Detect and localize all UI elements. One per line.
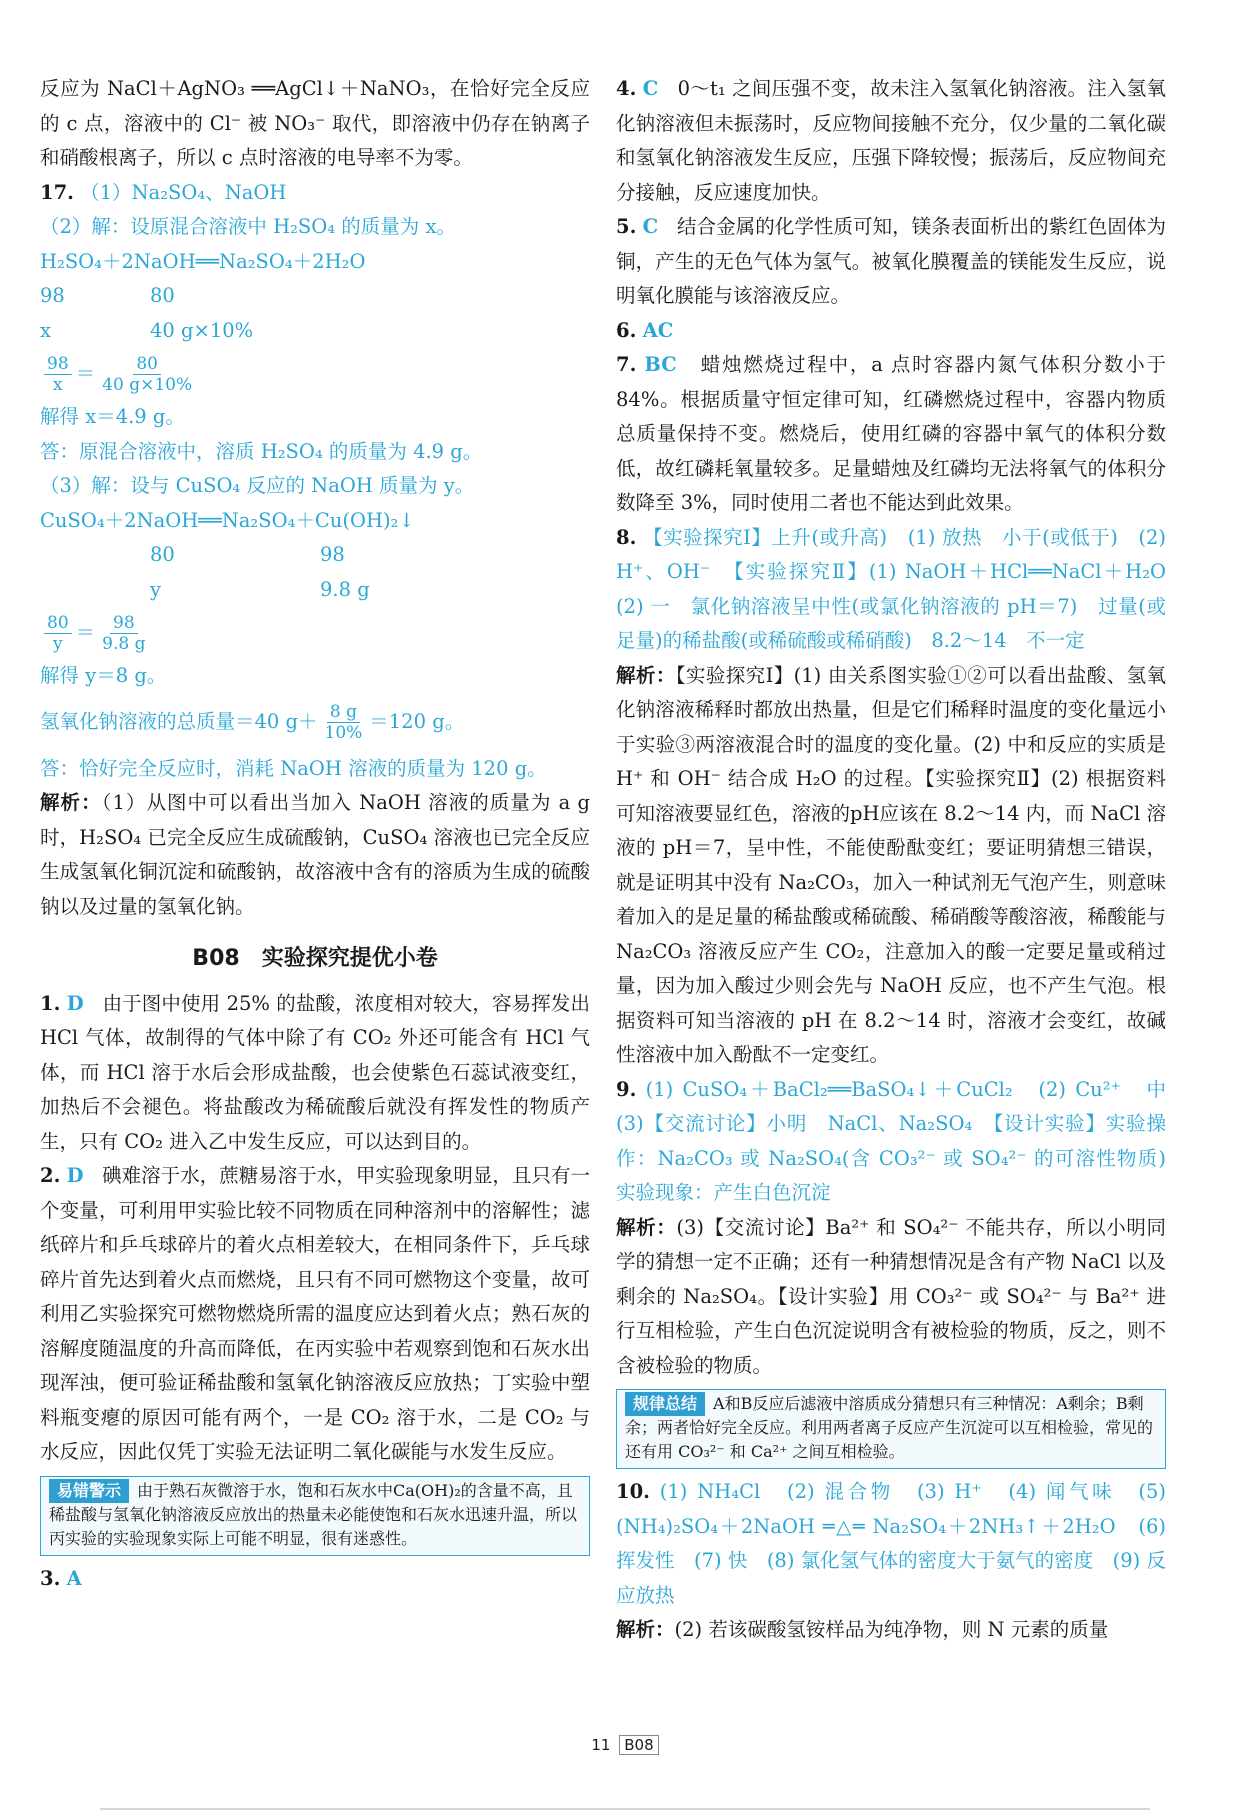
q9-item: 9. (1) CuSO₄＋BaCl₂══BaSO₄↓＋CuCl₂ (2) Cu²⁺ 中 (3)【交流讨论】小明 NaCl、Na₂SO₄ 【设计实验】实验操作：Na₂CO₃ 或 Na₂SO₄(含 CO₃²⁻ 或 SO₄²⁻ 的可溶性物质) 实验现象：产生白色沉淀 [616, 1077, 1186, 1204]
q2-item: 2. D 碘难溶于水，蔗糖易溶于水，甲实验现象明显，且只有一个变量，可利用甲实验比较不同物质在同种溶剂中的溶解性；滤纸碎片和乒乓球碎片的着火点相差较大，在相同条件下，乒乓球碎片首先达到着火点而燃烧，且只有不同可燃物这个变量，故可利用乙实验探究可燃物燃烧所需的温度应达到着火点；熟石灰的溶解度随温度的升高而降低，在丙实验中若观察到饱和石灰水出现浑浊，便可验证稀盐酸和氢氧化钠溶液反应放热；丁实验中塑料瓶变瘪的原因可能有两个，一是 CO₂ 溶于水，二是 CO₂ 与水反应，因此仅凭丁实验无法证明二氧化碳能与水发生反应。 [40, 1164, 590, 1463]
page-code: B08 [619, 1735, 658, 1755]
q10-item: 10. (1) NH₄Cl (2) 混合物 (3) H⁺ (4) 闻气味 (5) (NH₄)₂SO₄＋2NaOH ═△═ Na₂SO₄＋2NH₃↑＋2H₂O (6) 挥发性 (7) 快 (8) 氯化氢气体的密度大于氨气的密度 (9) 反应放热 [616, 1480, 1166, 1607]
q6-item: 6. AC [616, 318, 674, 342]
fraction: $\frac{80}{40 g\times 10\%}$ [102, 353, 193, 395]
q17-answer-statement: 答：原混合溶液中，溶质 H₂SO₄ 的质量为 4.9 g。 [40, 439, 483, 463]
right-column [616, 72, 1186, 1648]
warning-tag: 易错警示 [49, 1479, 129, 1503]
q17-ratio-row: 80 98 [150, 543, 345, 566]
q4-item: 4. C 0～t₁ 之间压强不变，故未注入氢氧化钠溶液。注入氢氧化钠溶液但未振荡时，反应物间接触不充分，仅少量的二氧化碳和氢氧化钠溶液发生反应，压强下降较慢；振荡后，反应物间充分接触，反应速度加快。 [616, 77, 1166, 204]
rule-summary-box: 规律总结 A和B反应后滤液中溶质成分猜想只有三种情况：A剩余；B剩余；两者恰好完全反应。利用两者离子反应产生沉淀可以互相检验，常见的还有用 CO₃²⁻ 和 Ca²⁺ 之间互相检验。 [616, 1389, 1166, 1469]
q3-item: 3. A [40, 1566, 82, 1590]
q1-item: 1. D 由于图中使用 25% 的盐酸，浓度相对较大，容易挥发出 HCl 气体，故制得的气体中除了有 CO₂ 外还可能含有 HCl 气体，而 HCl 溶于水后会形成盐酸，也会使紫色石蕊试液变红，加热后不会褪色。将盐酸改为稀硫酸后就没有挥发性的物质产生，只有 CO₂ 进入乙中发生反应，可以达到目的。 [40, 991, 590, 1153]
fraction: $\frac{8 g}{10\%}$ [324, 702, 363, 743]
q17-ratio-row: 98 80 [40, 284, 175, 307]
q9-analysis: 解析：(3)【交流讨论】Ba²⁺ 和 SO₄²⁻ 不能共存，所以小明同学的猜想一定不正确；还有一种猜想情况是含有产物 NaCl 以及剩余的 Na₂SO₄。【设计实验】用 CO₃²⁻ 或 SO₄²⁻ 与 Ba²⁺ 进行互相检验，产生白色沉淀说明含有被检验的物质，反之，则不含被检验的物质。 [616, 1215, 1166, 1377]
section-title: B08 实验探究提优小卷 [192, 946, 438, 971]
q17-answer-2-title: （2）解：设原混合溶液中 H₂SO₄ 的质量为 x。 [40, 215, 456, 238]
fraction: $\frac{80}{y}$ [44, 613, 72, 654]
q17-proportion: $\frac{80}{y}$ ＝ $\frac{98}{9.8 g}$ [40, 607, 590, 659]
fraction: $\frac{98}{9.8 g}$ [102, 612, 146, 654]
page-footer [0, 1736, 1250, 1754]
q17-solve: 解得 x＝4.9 g。 [40, 405, 185, 428]
q17-answer-1: 17. （1）Na₂SO₄、NaOH [40, 180, 287, 204]
q17-answer-3-title: （3）解：设与 CuSO₄ 反应的 NaOH 质量为 y。 [40, 474, 475, 497]
q17-answer-statement: 答：恰好完全反应时，消耗 NaOH 溶液的质量为 120 g。 [40, 756, 547, 780]
q17-ratio-row: y 9.8 g [150, 577, 370, 601]
q17-solve: 解得 y＝8 g。 [40, 664, 167, 687]
q17-analysis: 解析：（1）从图中可以看出当加入 NaOH 溶液的质量为 a g 时，H₂SO₄ 已完全反应生成硫酸钠，CuSO₄ 溶液也已完全反应生成氢氧化铜沉淀和硫酸钠，故溶液中含有的溶质为生成的硫酸钠以及过量的氢氧化钠。 [40, 791, 590, 918]
q7-item: 7. BC 蜡烛燃烧过程中，a 点时容器内氮气体积分数小于 84%。根据质量守恒定律可知，红磷燃烧过程中，容器内物质总质量保持不变。燃烧后，使用红磷的容器中氧气的体积分数低，故红磷耗氧量较多。足量蜡烛及红磷均无法将氧气的体积分数降至 3%，同时使用二者也不能达到此效果。 [616, 353, 1166, 514]
fraction: $\frac{98}{x}$ [44, 354, 72, 395]
page-number: 11 [591, 1736, 611, 1754]
q8-analysis: 解析：【实验探究Ⅰ】(1) 由关系图实验①②可以看出盐酸、氢氧化钠溶液稀释时都放出热量，但是它们稀释时温度的变化量远小于实验③两溶液混合时的温度的变化量。(2) 中和反应的实质是 H⁺ 和 OH⁻ 结合成 H₂O 的过程。【实验探究Ⅱ】(2) 根据资料可知溶液要显红色，溶液的pH应该在 8.2～14 内，而 NaCl 溶液的 pH＝7，呈中性，不能使酚酞变红；要证明猜想三错误，就是证明其中没有 Na₂CO₃，加入一种试剂无气泡产生，则意味着加入的是足量的稀盐酸或稀硫酸、稀硝酸等酸溶液，稀酸能与 Na₂CO₃ 溶液反应产生 CO₂，注意加入的酸一定要足量或稍过量，因为加入酸过少则会先与 NaOH 反应，也不产生气泡。根据资料可知当溶液的 pH 在 8.2～14 时，溶液才会变红，故碱性溶液中加入酚酞不一定变红。 [616, 663, 1166, 1066]
q5-item: 5. C 结合金属的化学性质可知，镁条表面析出的紫红色固体为铜，产生的无色气体为氢气。被氧化膜覆盖的镁能发生反应，说明氧化膜能与该溶液反应。 [616, 215, 1166, 307]
q16-continuation: 反应为 NaCl＋AgNO₃ ══AgCl↓＋NaNO₃，在恰好完全反应的 c 点，溶液中的 Cl⁻ 被 NO₃⁻ 取代，即溶液中仍存在钠离子和硝酸根离子，所以 c 点时溶液的电导率不为零。 [40, 77, 590, 169]
q17-ratio-row: x 40 g×10% [40, 318, 254, 342]
q17-total-mass: 氢氧化钠溶液的总质量＝40 g＋ $\frac{8 g}{10\%}$ ＝120 g。 [40, 702, 465, 743]
left-column [40, 72, 590, 1596]
q17-answer-3-equation: CuSO₄＋2NaOH══Na₂SO₄＋Cu(OH)₂↓ [40, 508, 415, 532]
q10-analysis: 解析：(2) 若该碳酸氢铵样品为纯净物，则 N 元素的质量 [616, 1618, 1109, 1641]
rule-tag: 规律总结 [625, 1392, 705, 1416]
footer-rule [100, 1808, 1150, 1810]
warning-box: 易错警示 由于熟石灰微溶于水，饱和石灰水中Ca(OH)₂的含量不高，且稀盐酸与氢氧化钠溶液反应放出的热量未必能使饱和石灰水迅速升温，所以丙实验的实验现象实际上可能不明显，很有迷惑性。 [40, 1476, 590, 1556]
q17-answer-2-equation: H₂SO₄＋2NaOH══Na₂SO₄＋2H₂O [40, 249, 366, 273]
q8-item: 8. 【实验探究Ⅰ】上升(或升高) (1) 放热 小于(或低于) (2) H⁺、OH⁻ 【实验探究Ⅱ】(1) NaOH＋HCl══NaCl＋H₂O (2) 一 氯化钠溶液呈中性(或氯化钠溶液的 pH＝7) 过量(或足量)的稀盐酸(或稀硫酸或稀硝酸) 8.2～14 不一定 [616, 525, 1186, 652]
q17-proportion: $\frac{98}{x}$ ＝ $\frac{80}{40 g\times 10\%}$ [40, 348, 590, 400]
